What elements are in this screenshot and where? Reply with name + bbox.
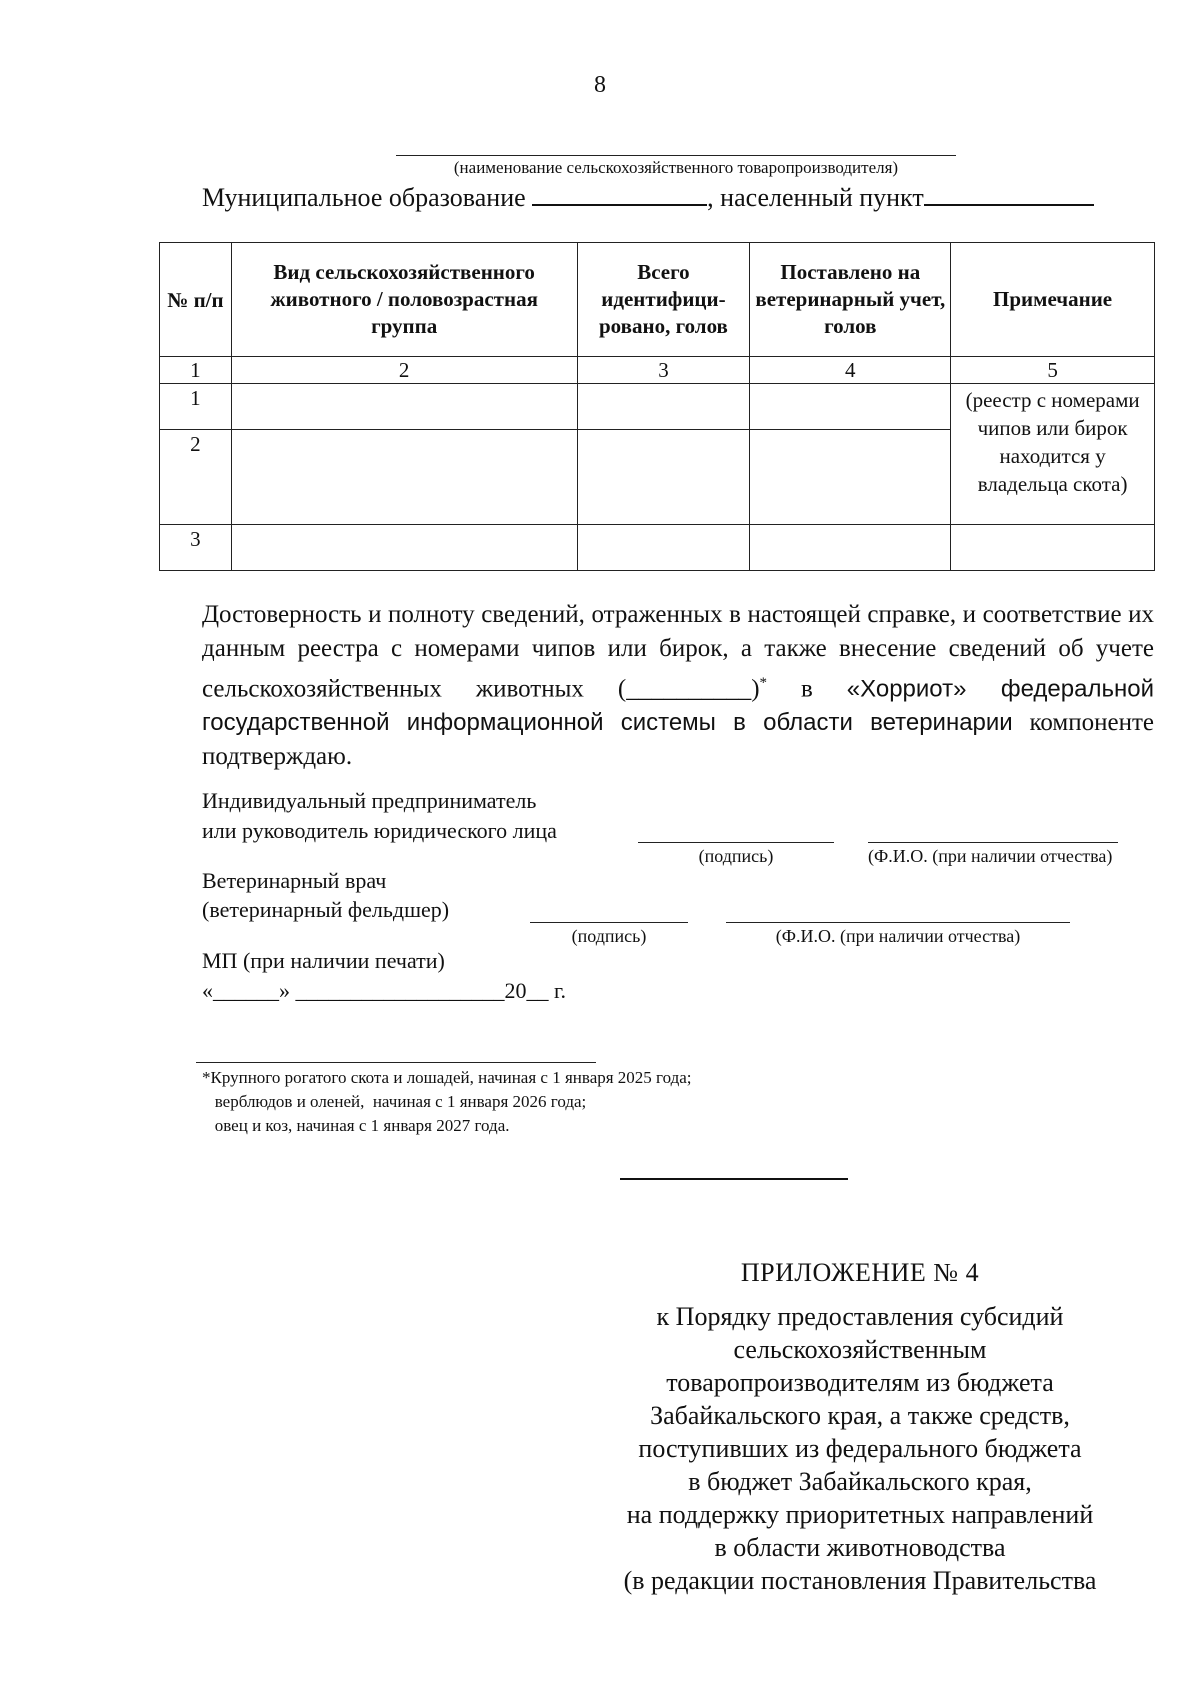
header-note: Примечание [951, 243, 1155, 357]
producer-caption: (наименование сельскохозяйственного товаропроизводителя) [453, 158, 899, 177]
table-row [160, 384, 1155, 430]
page-number: 8 [594, 72, 606, 98]
column-number: 3 [577, 357, 750, 384]
footnote-separator [196, 1062, 596, 1063]
statement-blank: __________ [626, 675, 752, 703]
column-number: 4 [750, 357, 951, 384]
appendix-line: (в редакции постановления Правительства [623, 1566, 1097, 1595]
note-cell: (реестр с номерами чипов или бирок находится у владельца скота) [951, 384, 1155, 525]
footnote: *Крупного рогатого скота и лошадей, начиная с 1 января 2025 года; верблюдов и оленей, начиная с 1 января 2026 года; овец и коз, начиная с 1 января 2027 года. [202, 1068, 692, 1135]
statement-text: ) [751, 675, 760, 703]
municipality-label: Муниципальное образование [202, 183, 526, 212]
footnote-marker: * [759, 675, 768, 691]
system-name: «Хорриот» федеральной государственной информационной системы в области ветеринарии [202, 675, 1154, 737]
name-caption: (Ф.И.О. (при наличии отчества) [868, 846, 1113, 866]
vet-label-1: Ветеринарный врач [202, 868, 387, 893]
table-cell [951, 525, 1155, 571]
entrepreneur-label-2: или руководитель юридического лица [202, 818, 557, 843]
row-number: 2 [160, 430, 232, 525]
column-number: 1 [160, 357, 232, 384]
signature-caption: (подпись) [571, 926, 647, 946]
column-number: 5 [951, 357, 1155, 384]
table-cell [577, 384, 750, 430]
entrepreneur-name-line [868, 842, 1118, 843]
appendix-line: к Порядку предоставления субсидий [656, 1302, 1064, 1331]
header-total-identified: Всего идентифици-ровано, голов [577, 243, 750, 357]
table-cell [231, 525, 577, 571]
header-vet-registered: Поставлено на ветеринарный учет, голов [750, 243, 951, 357]
appendix-line: в области животноводства [714, 1533, 1006, 1562]
table-cell [577, 525, 750, 571]
appendix-line: поступивших из федерального бюджета [638, 1434, 1082, 1463]
table-header-row [160, 243, 1155, 357]
vet-label-2: (ветеринарный фельдшер) [202, 897, 450, 922]
municipality-line [202, 182, 1094, 213]
statement-text: Достоверность и полноту сведений, отраженных в настоящей справке, и соответствие их данным реестра с номерами чипов или бирок, а также внесение сведений об учете сельскохозяйственных животных ( [202, 601, 1154, 703]
entrepreneur-signature-line [638, 842, 834, 843]
header-row-number: № п/п [160, 243, 232, 357]
row-number: 1 [160, 384, 232, 430]
table-cell [231, 430, 577, 525]
appendix-title: ПРИЛОЖЕНИЕ № 4 [740, 1258, 980, 1287]
settlement-blank [924, 182, 1094, 206]
signature-caption: (подпись) [698, 846, 774, 866]
livestock-table [159, 242, 1155, 571]
column-number: 2 [231, 357, 577, 384]
producer-name-line [396, 155, 956, 156]
appendix-line: сельскохозяйственным [733, 1335, 987, 1364]
appendix-line: товаропроизводителям из бюджета [666, 1368, 1054, 1397]
statement-text: в [767, 675, 847, 703]
appendix-subtitle [600, 1300, 1120, 1597]
header-animal-type: Вид сельскохозяйственного животного / половозрастная группа [231, 243, 577, 357]
row-number: 3 [160, 525, 232, 571]
table-cell [750, 525, 951, 571]
statement-text: компоненте подтверждаю. [202, 709, 1154, 771]
seal-label: МП (при наличии печати) [202, 948, 445, 973]
entrepreneur-label-1: Индивидуальный предприниматель [202, 788, 537, 813]
appendix-line: на поддержку приоритетных направлений [626, 1500, 1094, 1529]
vet-signature-line [530, 922, 688, 923]
settlement-label: , населенный пункт [707, 183, 924, 212]
column-number-row [160, 357, 1155, 384]
table-cell [750, 430, 951, 525]
confirmation-statement [202, 598, 1154, 774]
name-caption: (Ф.И.О. (при наличии отчества) [775, 926, 1021, 946]
table-cell [231, 384, 577, 430]
municipality-blank [532, 182, 707, 206]
table-row [160, 525, 1155, 571]
appendix-line: в бюджет Забайкальского края, [688, 1467, 1032, 1496]
section-end-line [620, 1178, 848, 1180]
table-cell [750, 384, 951, 430]
vet-name-line [726, 922, 1070, 923]
table-cell [577, 430, 750, 525]
appendix-line: Забайкальского края, а также средств, [650, 1401, 1070, 1430]
date-line: «______» ___________________20__ г. [202, 978, 567, 1003]
